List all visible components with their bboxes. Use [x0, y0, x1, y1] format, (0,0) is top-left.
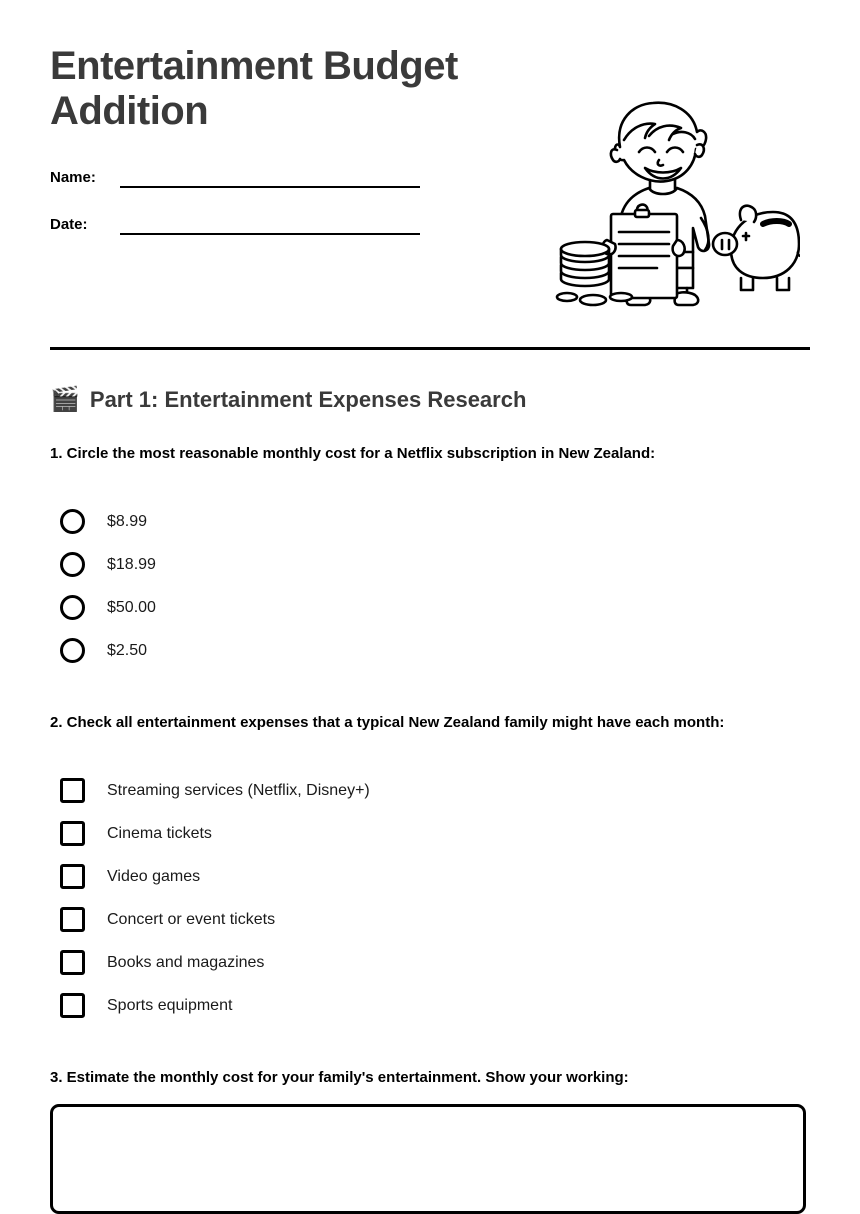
- radio-option-label: $50.00: [107, 598, 156, 616]
- name-field-row: [50, 152, 470, 188]
- question-1-options: [60, 509, 156, 663]
- checkbox-square-icon[interactable]: [60, 864, 85, 889]
- radio-circle-icon[interactable]: [60, 638, 85, 663]
- checkbox-option-row[interactable]: [60, 993, 370, 1018]
- checkbox-square-icon[interactable]: [60, 821, 85, 846]
- question-1-text: 1. Circle the most reasonable monthly cost for a Netflix subscription in New Zealand:: [50, 445, 656, 462]
- radio-option-row[interactable]: [60, 638, 156, 663]
- radio-option-label: $2.50: [107, 641, 148, 659]
- question-2-options: [60, 778, 370, 1018]
- question-3-text: 3. Estimate the monthly cost for your family's entertainment. Show your working:: [50, 1069, 629, 1086]
- radio-option-row[interactable]: [60, 509, 156, 534]
- radio-option-label: $18.99: [107, 555, 156, 573]
- header-divider: [50, 347, 810, 350]
- checkbox-option-label: Books and magazines: [107, 953, 265, 971]
- date-field-row: [50, 199, 470, 235]
- section-heading-part-1: [50, 388, 526, 412]
- name-input-line[interactable]: [120, 186, 420, 188]
- radio-circle-icon[interactable]: [60, 552, 85, 577]
- question-2-text: 2. Check all entertainment expenses that a typical New Zealand family might have each month:: [50, 714, 725, 731]
- checkbox-option-label: Concert or event tickets: [107, 910, 276, 928]
- radio-option-row[interactable]: [60, 552, 156, 577]
- checkbox-option-row[interactable]: [60, 778, 370, 803]
- checkbox-option-row[interactable]: [60, 950, 370, 975]
- radio-circle-icon[interactable]: [60, 595, 85, 620]
- checkbox-option-label: Cinema tickets: [107, 824, 212, 842]
- checkbox-option-row[interactable]: [60, 821, 370, 846]
- date-input-line[interactable]: [120, 233, 420, 235]
- radio-option-label: $8.99: [107, 512, 148, 530]
- section-title: Part 1: Entertainment Expenses Research: [89, 387, 527, 412]
- checkbox-square-icon[interactable]: [60, 950, 85, 975]
- checkbox-square-icon[interactable]: [60, 993, 85, 1018]
- checkbox-square-icon[interactable]: [60, 778, 85, 803]
- checkbox-option-row[interactable]: [60, 864, 370, 889]
- checkbox-option-row[interactable]: [60, 907, 370, 932]
- date-field-label: Date:: [50, 215, 88, 233]
- boy-with-clipboard-coins-and-piggy-bank-illustration: [545, 92, 800, 312]
- student-info-fields: [50, 152, 470, 235]
- checkbox-option-label: Streaming services (Netflix, Disney+): [107, 781, 370, 799]
- page-title: Entertainment Budget Addition: [50, 44, 458, 133]
- name-field-label: Name:: [50, 168, 96, 186]
- radio-option-row[interactable]: [60, 595, 156, 620]
- checkbox-option-label: Sports equipment: [107, 996, 233, 1014]
- checkbox-square-icon[interactable]: [60, 907, 85, 932]
- radio-circle-icon[interactable]: [60, 509, 85, 534]
- checkbox-option-label: Video games: [107, 867, 201, 885]
- question-3-answer-box[interactable]: [50, 1104, 806, 1214]
- clapper-board-icon: 🎬: [50, 386, 80, 413]
